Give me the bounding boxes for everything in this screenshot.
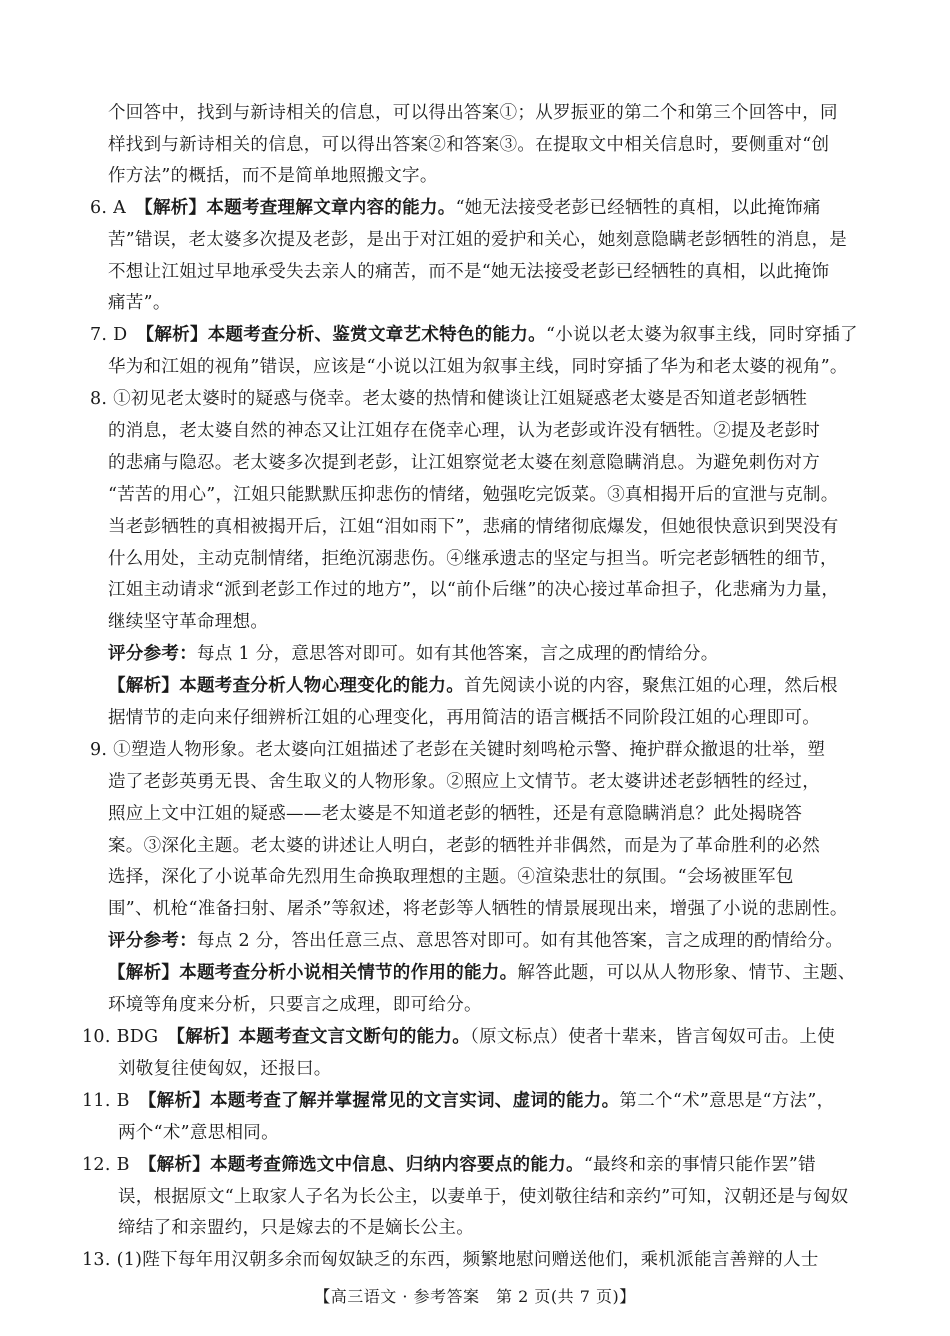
text-line: 案。③深化主题。老太婆的讲述让人明白，老彭的牺牲并非偶然，而是为了革命胜利的必然 <box>108 836 820 856</box>
analysis-label: 【解析】本题考查分析、鉴赏文章艺术特色的能力。 <box>145 325 546 345</box>
answer-9: 9. ①塑造人物形象。老太婆向江姐描述了老彭在关键时刻鸣枪示警、掩护群众撤退的壮举，塑 <box>90 740 826 760</box>
text-line: 环境等角度来分析，只要言之成理，即可给分。 <box>108 995 482 1015</box>
text-line: 样找到与新诗相关的信息，可以得出答案②和答案③。在提取文中相关信息时，要侧重对“创 <box>108 135 830 155</box>
answer-11: 11. B 【解析】本题考查了解并掌握常见的文言实词、虚词的能力。第二个“术”意思是“方法”， <box>82 1091 835 1111</box>
analysis-label: 【解析】本题考查分析人物心理变化的能力。 <box>108 676 464 696</box>
text-line: 误，根据原文“上取家人子名为长公主，以妻单于，使刘敬往结和亲约”可知，汉朝还是与匈奴 <box>118 1187 849 1207</box>
page-footer: 【高三语文 · 参考答案 第 2 页(共 7 页)】 <box>314 1287 636 1306</box>
text-line: 围”、机枪“准备扫射、屠杀”等叙述，将老彭等人牺牲的情景展现出来，增强了小说的悲剧性。 <box>108 899 848 919</box>
analysis-label: 【解析】本题考查文言文断句的能力。 <box>176 1027 471 1047</box>
text-line: 什么用处，主动克制情绪，拒绝沉溺悲伤。④继承遗志的坚定与担当。听完老彭牺牲的细节， <box>108 549 838 569</box>
scoring-note: 评分参考：每点 1 分，意思答对即可。如有其他答案，言之成理的酌情给分。 <box>108 644 719 664</box>
analysis-note: 【解析】本题考查分析小说相关情节的作用的能力。解答此题，可以从人物形象、情节、主题、 <box>108 963 856 983</box>
answer-13: 13. (1)陛下每年用汉朝多余而匈奴缺乏的东西，频繁地慰问赠送他们，乘机派能言善辩的人士 <box>82 1250 819 1270</box>
text-line: 据情节的走向来仔细辨析江姐的心理变化，再用简洁的语言概括不同阶段江姐的心理即可。 <box>108 708 820 728</box>
text-line: 的悲痛与隐忍。老太婆多次提到老彭，让江姐察觉老太婆在刻意隐瞒消息。为避免刺伤对方 <box>108 453 820 473</box>
analysis-label: 【解析】本题考查筛选文中信息、归纳内容要点的能力。 <box>147 1155 584 1175</box>
text-line: 个回答中，找到与新诗相关的信息，可以得出答案①；从罗振亚的第二个和第三个回答中，同 <box>108 103 838 123</box>
answer-8: 8. ①初见老太婆时的疑惑与侥幸。老太婆的热情和健谈让江姐疑惑老太婆是否知道老彭牺牲 <box>90 389 808 409</box>
scoring-note: 评分参考：每点 2 分，答出任意三点、意思答对即可。如有其他答案，言之成理的酌情给分。 <box>108 931 844 951</box>
answer-12: 12. B 【解析】本题考查筛选文中信息、归纳内容要点的能力。“最终和亲的事情只能作罢”错 <box>82 1155 816 1175</box>
text-line: 缔结了和亲盟约，只是嫁去的不是嫡长公主。 <box>118 1218 474 1238</box>
analysis-label: 【解析】本题考查理解文章内容的能力。 <box>143 198 456 218</box>
text-line: 刘敬复往使匈奴，还报曰。 <box>118 1059 332 1079</box>
answer-6: 6. A 【解析】本题考查理解文章内容的能力。“她无法接受老彭已经牺牲的真相，以此掩饰痛 <box>90 198 821 218</box>
analysis-note: 【解析】本题考查分析人物心理变化的能力。首先阅读小说的内容，聚焦江姐的心理，然后根 <box>108 676 838 696</box>
text-line: “苦苦的用心”，江姐只能默默压抑悲伤的情绪，勉强吃完饭菜。③真相揭开后的宣泄与克制。 <box>108 485 839 505</box>
text-line: 不想让江姐过早地承受失去亲人的痛苦，而不是“她无法接受老彭已经牺牲的真相，以此掩饰 <box>108 262 830 282</box>
text-line: 的消息，老太婆自然的神态又让江姐存在侥幸心理，认为老彭或许没有牺牲。②提及老彭时 <box>108 421 820 441</box>
analysis-label: 【解析】本题考查分析小说相关情节的作用的能力。 <box>108 963 518 983</box>
text-line: 造了老彭英勇无畏、舍生取义的人物形象。②照应上文情节。老太婆讲述老彭牺牲的经过， <box>108 772 820 792</box>
text-line: 江姐主动请求“派到老彭工作过的地方”，以“前仆后继”的决心接过革命担子，化悲痛为力量， <box>108 580 840 600</box>
text-line: 作方法”的概括，而不是简单地照搬文字。 <box>108 166 438 186</box>
analysis-label: 【解析】本题考查了解并掌握常见的文言实词、虚词的能力。 <box>147 1091 620 1111</box>
answer-7: 7. D 【解析】本题考查分析、鉴赏文章艺术特色的能力。“小说以老太婆为叙事主线，同时穿插了 <box>90 325 858 345</box>
text-line: 继续坚守革命理想。 <box>108 612 269 632</box>
text-line: 选择，深化了小说革命先烈用生命换取理想的主题。④渲染悲壮的氛围。“会场被匪军包 <box>108 867 794 887</box>
text-line: 两个“术”意思相同。 <box>118 1123 279 1143</box>
text-line: 痛苦”。 <box>108 293 171 313</box>
scoring-label: 评分参考： <box>108 931 197 951</box>
text-line: 照应上文中江姐的疑惑——老太婆是不知道老彭的牺牲，还是有意隐瞒消息？此处揭晓答 <box>108 804 803 824</box>
scoring-label: 评分参考： <box>108 644 197 664</box>
text-line: 当老彭牺牲的真相被揭开后，江姐“泪如雨下”，悲痛的情绪彻底爆发，但她很快意识到哭没有 <box>108 517 839 537</box>
text-line: 苦”错误，老太婆多次提及老彭，是出于对江姐的爱护和关心，她刻意隐瞒老彭牺牲的消息，是 <box>108 230 848 250</box>
text-line: 华为和江姐的视角”错误，应该是“小说以江姐为叙事主线，同时穿插了华为和老太婆的视角”。 <box>108 357 848 377</box>
answer-10: 10. BDG 【解析】本题考查文言文断句的能力。（原文标点）使者十辈来，皆言匈奴可击。上使 <box>82 1027 836 1047</box>
